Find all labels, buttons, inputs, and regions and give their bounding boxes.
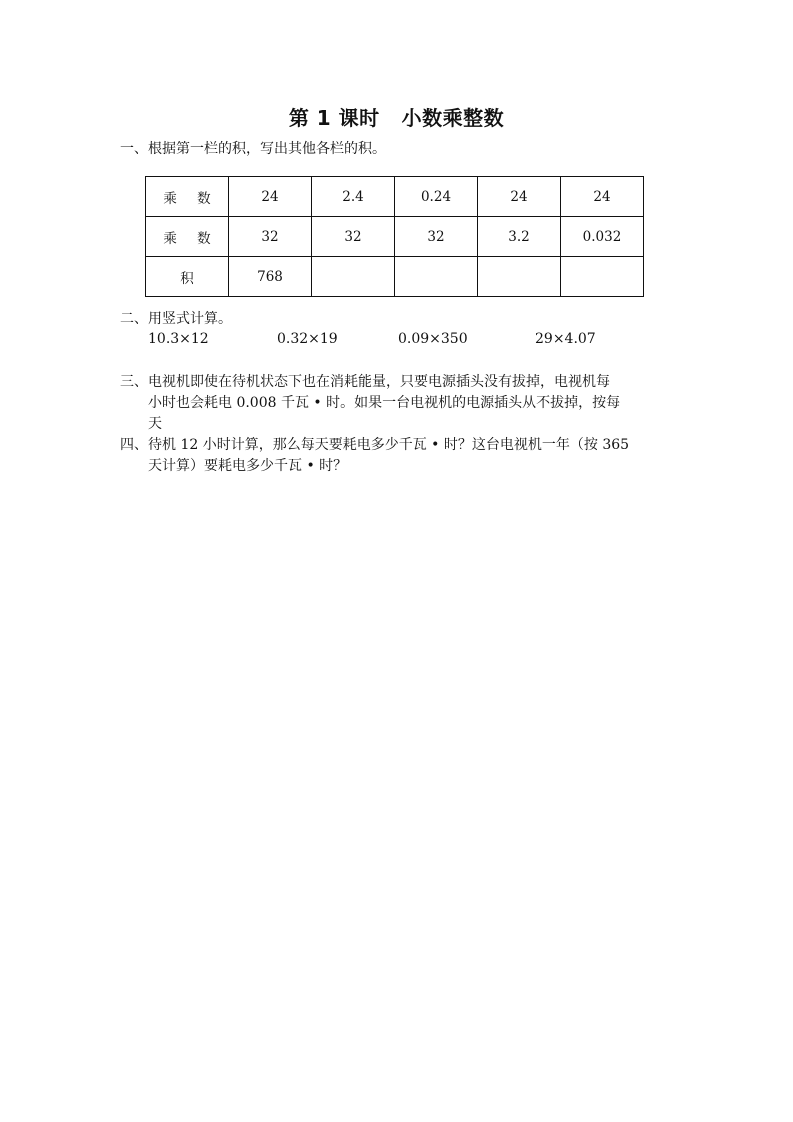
table-cell: 24 (229, 177, 312, 217)
calc-problem: 10.3×12 (148, 331, 209, 347)
answer-cell (395, 257, 478, 297)
section-3-line-2: 小时也会耗电 0.008 千瓦 • 时。如果一台电视机的电源插头从不拔掉，按每 (148, 395, 621, 411)
table-row (146, 257, 644, 297)
table-cell: 768 (229, 257, 312, 297)
answer-cell (478, 257, 561, 297)
products-table (145, 176, 644, 297)
table-cell: 0.24 (395, 177, 478, 217)
calc-problem: 29×4.07 (535, 331, 596, 347)
row-label: 积 (146, 257, 229, 297)
calc-problem: 0.09×350 (398, 331, 468, 347)
lesson-topic: 小数乘整数 (401, 106, 505, 130)
table-row (146, 217, 644, 257)
table-cell: 32 (312, 217, 395, 257)
row-label: 乘 数 (146, 177, 229, 217)
answer-cell (561, 257, 644, 297)
table-cell: 2.4 (312, 177, 395, 217)
calc-problem: 0.32×19 (277, 331, 338, 347)
section-3-line-3: 天 (148, 416, 162, 432)
table-row (146, 177, 644, 217)
lesson-number: 第 1 课时 (288, 106, 380, 130)
table-cell: 32 (395, 217, 478, 257)
section-4-line-2: 天计算）要耗电多少千瓦 • 时？ (148, 458, 348, 474)
page-title (0, 102, 793, 131)
table-cell: 3.2 (478, 217, 561, 257)
section-2-heading: 二、用竖式计算。 (120, 311, 232, 327)
table-cell: 24 (478, 177, 561, 217)
table-cell: 0.032 (561, 217, 644, 257)
row-label: 乘 数 (146, 217, 229, 257)
section-4-line-1: 四、待机 12 小时计算，那么每天要耗电多少千瓦 • 时？这台电视机一年（按 365 (120, 437, 630, 453)
table-cell: 32 (229, 217, 312, 257)
section-1-heading: 一、根据第一栏的积，写出其他各栏的积。 (120, 141, 386, 157)
answer-cell (312, 257, 395, 297)
section-3-line-1: 三、电视机即使在待机状态下也在消耗能量，只要电源插头没有拔掉，电视机每 (120, 374, 610, 390)
table-cell: 24 (561, 177, 644, 217)
